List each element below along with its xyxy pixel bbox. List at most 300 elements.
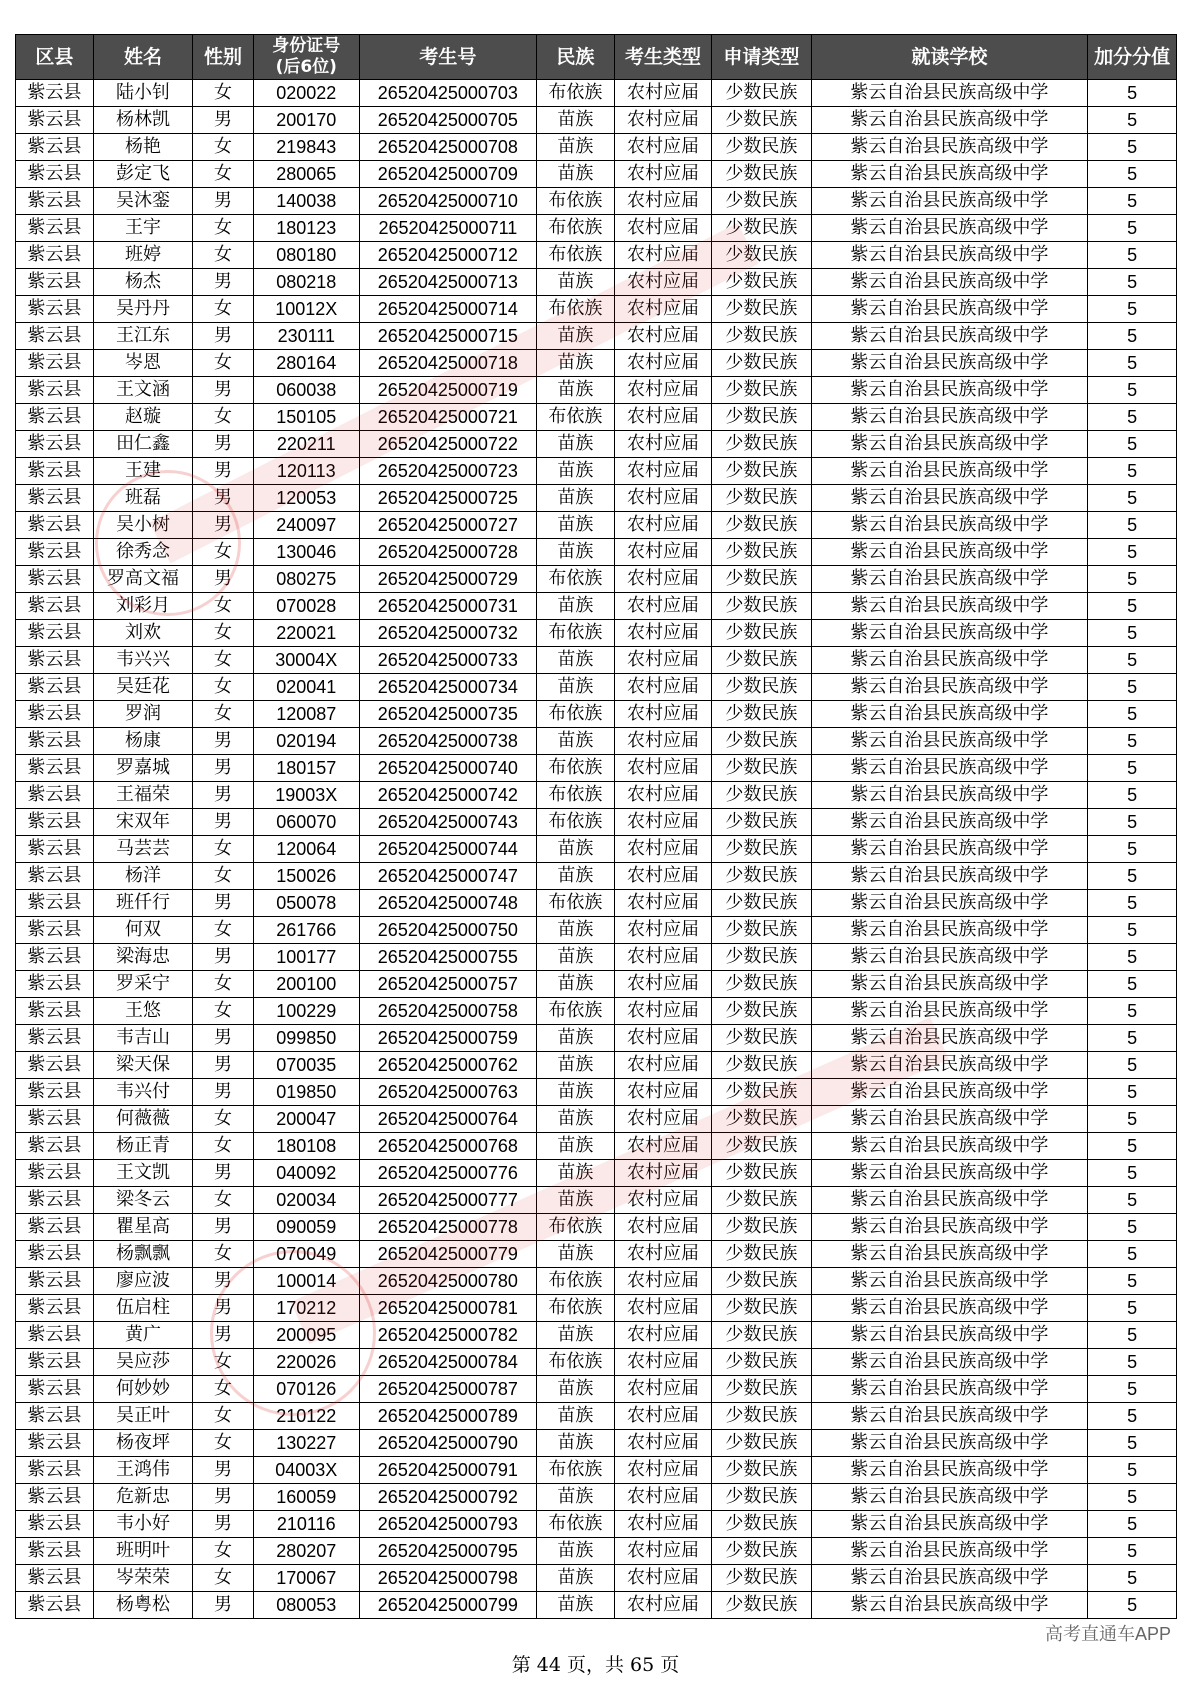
cell-name: 杨飘飘 bbox=[93, 1241, 192, 1268]
cell-bonus-points: 5 bbox=[1088, 566, 1177, 593]
cell-district: 紫云县 bbox=[16, 917, 94, 944]
table-row bbox=[16, 593, 1177, 620]
cell-candidate-type: 农村应届 bbox=[614, 782, 711, 809]
cell-ethnicity: 苗族 bbox=[537, 1376, 615, 1403]
cell-ethnicity: 苗族 bbox=[537, 161, 615, 188]
app-watermark-label: 高考直通车APP bbox=[1044, 1624, 1171, 1644]
cell-bonus-points: 5 bbox=[1088, 1457, 1177, 1484]
cell-ethnicity: 布依族 bbox=[537, 1295, 615, 1322]
cell-district: 紫云县 bbox=[16, 782, 94, 809]
cell-school: 紫云自治县民族高级中学 bbox=[811, 1025, 1088, 1052]
cell-bonus-points: 5 bbox=[1088, 944, 1177, 971]
cell-application-type: 少数民族 bbox=[712, 1241, 811, 1268]
cell-exam-number: 26520425000762 bbox=[359, 1052, 536, 1079]
cell-candidate-type: 农村应届 bbox=[614, 1160, 711, 1187]
cell-name: 徐秀念 bbox=[93, 539, 192, 566]
table-row bbox=[16, 1322, 1177, 1349]
header-gender: 性别 bbox=[193, 35, 254, 80]
cell-gender: 男 bbox=[193, 566, 254, 593]
table-row bbox=[16, 161, 1177, 188]
cell-candidate-type: 农村应届 bbox=[614, 1565, 711, 1592]
table-row bbox=[16, 512, 1177, 539]
cell-district: 紫云县 bbox=[16, 431, 94, 458]
cell-candidate-type: 农村应届 bbox=[614, 1079, 711, 1106]
cell-name: 刘欢 bbox=[93, 620, 192, 647]
cell-district: 紫云县 bbox=[16, 998, 94, 1025]
cell-application-type: 少数民族 bbox=[712, 242, 811, 269]
table-row bbox=[16, 755, 1177, 782]
cell-ethnicity: 苗族 bbox=[537, 1052, 615, 1079]
cell-exam-number: 26520425000740 bbox=[359, 755, 536, 782]
cell-ethnicity: 布依族 bbox=[537, 809, 615, 836]
cell-bonus-points: 5 bbox=[1088, 809, 1177, 836]
table-row bbox=[16, 728, 1177, 755]
cell-id-suffix: 099850 bbox=[253, 1025, 359, 1052]
cell-candidate-type: 农村应届 bbox=[614, 674, 711, 701]
cell-gender: 女 bbox=[193, 1349, 254, 1376]
cell-district: 紫云县 bbox=[16, 836, 94, 863]
cell-school: 紫云自治县民族高级中学 bbox=[811, 998, 1088, 1025]
cell-name: 王宇 bbox=[93, 215, 192, 242]
cell-exam-number: 26520425000779 bbox=[359, 1241, 536, 1268]
cell-school: 紫云自治县民族高级中学 bbox=[811, 782, 1088, 809]
cell-application-type: 少数民族 bbox=[712, 1214, 811, 1241]
cell-candidate-type: 农村应届 bbox=[614, 1349, 711, 1376]
cell-gender: 男 bbox=[193, 458, 254, 485]
cell-id-suffix: 130227 bbox=[253, 1430, 359, 1457]
cell-school: 紫云自治县民族高级中学 bbox=[811, 1079, 1088, 1106]
cell-district: 紫云县 bbox=[16, 566, 94, 593]
cell-application-type: 少数民族 bbox=[712, 107, 811, 134]
table-header bbox=[16, 35, 1177, 80]
cell-gender: 女 bbox=[193, 1403, 254, 1430]
cell-bonus-points: 5 bbox=[1088, 1538, 1177, 1565]
cell-id-suffix: 220026 bbox=[253, 1349, 359, 1376]
cell-ethnicity: 苗族 bbox=[537, 593, 615, 620]
cell-application-type: 少数民族 bbox=[712, 782, 811, 809]
table-row bbox=[16, 404, 1177, 431]
cell-application-type: 少数民族 bbox=[712, 944, 811, 971]
cell-district: 紫云县 bbox=[16, 755, 94, 782]
cell-application-type: 少数民族 bbox=[712, 1106, 811, 1133]
cell-ethnicity: 布依族 bbox=[537, 620, 615, 647]
table-row bbox=[16, 539, 1177, 566]
cell-gender: 女 bbox=[193, 1376, 254, 1403]
cell-school: 紫云自治县民族高级中学 bbox=[811, 323, 1088, 350]
cell-district: 紫云县 bbox=[16, 404, 94, 431]
cell-bonus-points: 5 bbox=[1088, 1349, 1177, 1376]
cell-name: 吴沐銮 bbox=[93, 188, 192, 215]
cell-candidate-type: 农村应届 bbox=[614, 1403, 711, 1430]
cell-gender: 男 bbox=[193, 1592, 254, 1619]
cell-candidate-type: 农村应届 bbox=[614, 458, 711, 485]
cell-application-type: 少数民族 bbox=[712, 593, 811, 620]
cell-district: 紫云县 bbox=[16, 620, 94, 647]
cell-id-suffix: 080053 bbox=[253, 1592, 359, 1619]
table-row bbox=[16, 1025, 1177, 1052]
cell-candidate-type: 农村应届 bbox=[614, 566, 711, 593]
cell-ethnicity: 布依族 bbox=[537, 1511, 615, 1538]
cell-ethnicity: 苗族 bbox=[537, 1430, 615, 1457]
cell-school: 紫云自治县民族高级中学 bbox=[811, 539, 1088, 566]
cell-ethnicity: 苗族 bbox=[537, 1484, 615, 1511]
cell-school: 紫云自治县民族高级中学 bbox=[811, 620, 1088, 647]
cell-candidate-type: 农村应届 bbox=[614, 539, 711, 566]
cell-bonus-points: 5 bbox=[1088, 755, 1177, 782]
cell-gender: 男 bbox=[193, 1160, 254, 1187]
cell-application-type: 少数民族 bbox=[712, 1376, 811, 1403]
cell-name: 王福荣 bbox=[93, 782, 192, 809]
cell-bonus-points: 5 bbox=[1088, 593, 1177, 620]
cell-ethnicity: 苗族 bbox=[537, 431, 615, 458]
cell-id-suffix: 120064 bbox=[253, 836, 359, 863]
cell-id-suffix: 060070 bbox=[253, 809, 359, 836]
cell-id-suffix: 080218 bbox=[253, 269, 359, 296]
cell-application-type: 少数民族 bbox=[712, 188, 811, 215]
cell-district: 紫云县 bbox=[16, 728, 94, 755]
cell-exam-number: 26520425000793 bbox=[359, 1511, 536, 1538]
table-row bbox=[16, 134, 1177, 161]
cell-gender: 男 bbox=[193, 107, 254, 134]
cell-candidate-type: 农村应届 bbox=[614, 1538, 711, 1565]
cell-school: 紫云自治县民族高级中学 bbox=[811, 1403, 1088, 1430]
cell-gender: 女 bbox=[193, 296, 254, 323]
cell-name: 杨艳 bbox=[93, 134, 192, 161]
cell-bonus-points: 5 bbox=[1088, 1241, 1177, 1268]
cell-id-suffix: 220021 bbox=[253, 620, 359, 647]
cell-candidate-type: 农村应届 bbox=[614, 1430, 711, 1457]
cell-school: 紫云自治县民族高级中学 bbox=[811, 485, 1088, 512]
cell-application-type: 少数民族 bbox=[712, 404, 811, 431]
cell-application-type: 少数民族 bbox=[712, 863, 811, 890]
cell-school: 紫云自治县民族高级中学 bbox=[811, 1565, 1088, 1592]
cell-ethnicity: 苗族 bbox=[537, 323, 615, 350]
cell-application-type: 少数民族 bbox=[712, 809, 811, 836]
header-id-note: (后6位) bbox=[275, 57, 337, 77]
cell-name: 班仟行 bbox=[93, 890, 192, 917]
cell-bonus-points: 5 bbox=[1088, 296, 1177, 323]
cell-ethnicity: 布依族 bbox=[537, 404, 615, 431]
cell-school: 紫云自治县民族高级中学 bbox=[811, 1106, 1088, 1133]
cell-bonus-points: 5 bbox=[1088, 1376, 1177, 1403]
cell-gender: 男 bbox=[193, 1484, 254, 1511]
cell-id-suffix: 020022 bbox=[253, 80, 359, 107]
cell-candidate-type: 农村应届 bbox=[614, 1457, 711, 1484]
cell-id-suffix: 200100 bbox=[253, 971, 359, 998]
cell-school: 紫云自治县民族高级中学 bbox=[811, 350, 1088, 377]
cell-ethnicity: 布依族 bbox=[537, 566, 615, 593]
cell-name: 杨杰 bbox=[93, 269, 192, 296]
cell-ethnicity: 布依族 bbox=[537, 755, 615, 782]
cell-district: 紫云县 bbox=[16, 1187, 94, 1214]
cell-application-type: 少数民族 bbox=[712, 1295, 811, 1322]
cell-exam-number: 26520425000712 bbox=[359, 242, 536, 269]
cell-application-type: 少数民族 bbox=[712, 1349, 811, 1376]
table-row bbox=[16, 323, 1177, 350]
cell-gender: 男 bbox=[193, 188, 254, 215]
cell-exam-number: 26520425000790 bbox=[359, 1430, 536, 1457]
cell-district: 紫云县 bbox=[16, 1322, 94, 1349]
cell-candidate-type: 农村应届 bbox=[614, 1106, 711, 1133]
cell-ethnicity: 布依族 bbox=[537, 1268, 615, 1295]
cell-candidate-type: 农村应届 bbox=[614, 1295, 711, 1322]
cell-application-type: 少数民族 bbox=[712, 431, 811, 458]
table-row bbox=[16, 188, 1177, 215]
cell-district: 紫云县 bbox=[16, 1079, 94, 1106]
cell-gender: 男 bbox=[193, 512, 254, 539]
cell-exam-number: 26520425000728 bbox=[359, 539, 536, 566]
cell-candidate-type: 农村应届 bbox=[614, 242, 711, 269]
table-row bbox=[16, 998, 1177, 1025]
cell-exam-number: 26520425000755 bbox=[359, 944, 536, 971]
cell-gender: 男 bbox=[193, 1295, 254, 1322]
cell-id-suffix: 19003X bbox=[253, 782, 359, 809]
cell-candidate-type: 农村应届 bbox=[614, 863, 711, 890]
cell-id-suffix: 180108 bbox=[253, 1133, 359, 1160]
cell-gender: 女 bbox=[193, 971, 254, 998]
cell-ethnicity: 苗族 bbox=[537, 917, 615, 944]
cell-bonus-points: 5 bbox=[1088, 863, 1177, 890]
cell-district: 紫云县 bbox=[16, 971, 94, 998]
cell-bonus-points: 5 bbox=[1088, 1592, 1177, 1619]
cell-district: 紫云县 bbox=[16, 1241, 94, 1268]
cell-school: 紫云自治县民族高级中学 bbox=[811, 971, 1088, 998]
table-row bbox=[16, 944, 1177, 971]
cell-district: 紫云县 bbox=[16, 1511, 94, 1538]
cell-application-type: 少数民族 bbox=[712, 998, 811, 1025]
cell-bonus-points: 5 bbox=[1088, 485, 1177, 512]
cell-application-type: 少数民族 bbox=[712, 674, 811, 701]
cell-bonus-points: 5 bbox=[1088, 269, 1177, 296]
cell-application-type: 少数民族 bbox=[712, 1592, 811, 1619]
cell-district: 紫云县 bbox=[16, 161, 94, 188]
cell-id-suffix: 210116 bbox=[253, 1511, 359, 1538]
cell-ethnicity: 布依族 bbox=[537, 1457, 615, 1484]
cell-candidate-type: 农村应届 bbox=[614, 1241, 711, 1268]
cell-bonus-points: 5 bbox=[1088, 161, 1177, 188]
cell-id-suffix: 170212 bbox=[253, 1295, 359, 1322]
cell-name: 杨夜坪 bbox=[93, 1430, 192, 1457]
cell-gender: 男 bbox=[193, 1214, 254, 1241]
cell-bonus-points: 5 bbox=[1088, 350, 1177, 377]
cell-district: 紫云县 bbox=[16, 593, 94, 620]
cell-gender: 女 bbox=[193, 539, 254, 566]
cell-district: 紫云县 bbox=[16, 1106, 94, 1133]
cell-bonus-points: 5 bbox=[1088, 458, 1177, 485]
cell-bonus-points: 5 bbox=[1088, 431, 1177, 458]
table-row bbox=[16, 458, 1177, 485]
cell-bonus-points: 5 bbox=[1088, 1079, 1177, 1106]
table-row bbox=[16, 1592, 1177, 1619]
cell-school: 紫云自治县民族高级中学 bbox=[811, 1457, 1088, 1484]
cell-name: 何妙妙 bbox=[93, 1376, 192, 1403]
cell-district: 紫云县 bbox=[16, 1160, 94, 1187]
cell-school: 紫云自治县民族高级中学 bbox=[811, 1214, 1088, 1241]
cell-candidate-type: 农村应届 bbox=[614, 1511, 711, 1538]
cell-gender: 女 bbox=[193, 350, 254, 377]
cell-id-suffix: 100229 bbox=[253, 998, 359, 1025]
cell-candidate-type: 农村应届 bbox=[614, 593, 711, 620]
cell-gender: 女 bbox=[193, 134, 254, 161]
cell-name: 赵璇 bbox=[93, 404, 192, 431]
cell-name: 班明叶 bbox=[93, 1538, 192, 1565]
cell-bonus-points: 5 bbox=[1088, 512, 1177, 539]
cell-bonus-points: 5 bbox=[1088, 647, 1177, 674]
cell-ethnicity: 布依族 bbox=[537, 890, 615, 917]
cell-name: 廖应波 bbox=[93, 1268, 192, 1295]
cell-name: 岑恩 bbox=[93, 350, 192, 377]
cell-school: 紫云自治县民族高级中学 bbox=[811, 1295, 1088, 1322]
cell-bonus-points: 5 bbox=[1088, 1403, 1177, 1430]
cell-gender: 女 bbox=[193, 863, 254, 890]
cell-id-suffix: 30004X bbox=[253, 647, 359, 674]
cell-district: 紫云县 bbox=[16, 1457, 94, 1484]
cell-exam-number: 26520425000787 bbox=[359, 1376, 536, 1403]
cell-bonus-points: 5 bbox=[1088, 971, 1177, 998]
cell-bonus-points: 5 bbox=[1088, 188, 1177, 215]
table-row bbox=[16, 377, 1177, 404]
cell-id-suffix: 020034 bbox=[253, 1187, 359, 1214]
table-body bbox=[16, 80, 1177, 1619]
cell-school: 紫云自治县民族高级中学 bbox=[811, 1484, 1088, 1511]
cell-name: 王悠 bbox=[93, 998, 192, 1025]
cell-name: 王江东 bbox=[93, 323, 192, 350]
cell-school: 紫云自治县民族高级中学 bbox=[811, 701, 1088, 728]
cell-id-suffix: 200170 bbox=[253, 107, 359, 134]
cell-gender: 女 bbox=[193, 1187, 254, 1214]
cell-school: 紫云自治县民族高级中学 bbox=[811, 917, 1088, 944]
cell-bonus-points: 5 bbox=[1088, 377, 1177, 404]
cell-application-type: 少数民族 bbox=[712, 161, 811, 188]
cell-ethnicity: 布依族 bbox=[537, 782, 615, 809]
table-row bbox=[16, 80, 1177, 107]
cell-gender: 女 bbox=[193, 80, 254, 107]
cell-bonus-points: 5 bbox=[1088, 1430, 1177, 1457]
cell-school: 紫云自治县民族高级中学 bbox=[811, 1376, 1088, 1403]
cell-district: 紫云县 bbox=[16, 350, 94, 377]
cell-application-type: 少数民族 bbox=[712, 620, 811, 647]
cell-ethnicity: 布依族 bbox=[537, 296, 615, 323]
cell-school: 紫云自治县民族高级中学 bbox=[811, 296, 1088, 323]
table-row bbox=[16, 1457, 1177, 1484]
cell-id-suffix: 070049 bbox=[253, 1241, 359, 1268]
cell-candidate-type: 农村应届 bbox=[614, 485, 711, 512]
table-row bbox=[16, 1160, 1177, 1187]
cell-application-type: 少数民族 bbox=[712, 215, 811, 242]
cell-district: 紫云县 bbox=[16, 1268, 94, 1295]
cell-id-suffix: 070028 bbox=[253, 593, 359, 620]
cell-name: 吴小树 bbox=[93, 512, 192, 539]
cell-exam-number: 26520425000731 bbox=[359, 593, 536, 620]
cell-candidate-type: 农村应届 bbox=[614, 944, 711, 971]
cell-application-type: 少数民族 bbox=[712, 971, 811, 998]
cell-ethnicity: 苗族 bbox=[537, 377, 615, 404]
cell-school: 紫云自治县民族高级中学 bbox=[811, 674, 1088, 701]
cell-gender: 女 bbox=[193, 647, 254, 674]
cell-application-type: 少数民族 bbox=[712, 728, 811, 755]
cell-candidate-type: 农村应届 bbox=[614, 647, 711, 674]
cell-candidate-type: 农村应届 bbox=[614, 350, 711, 377]
cell-district: 紫云县 bbox=[16, 890, 94, 917]
cell-name: 梁海忠 bbox=[93, 944, 192, 971]
cell-name: 杨粤松 bbox=[93, 1592, 192, 1619]
cell-exam-number: 26520425000784 bbox=[359, 1349, 536, 1376]
table-row bbox=[16, 836, 1177, 863]
cell-exam-number: 26520425000718 bbox=[359, 350, 536, 377]
cell-district: 紫云县 bbox=[16, 1025, 94, 1052]
cell-name: 王建 bbox=[93, 458, 192, 485]
cell-gender: 女 bbox=[193, 1241, 254, 1268]
table-row bbox=[16, 809, 1177, 836]
cell-candidate-type: 农村应届 bbox=[614, 755, 711, 782]
cell-school: 紫云自治县民族高级中学 bbox=[811, 593, 1088, 620]
cell-candidate-type: 农村应届 bbox=[614, 377, 711, 404]
cell-bonus-points: 5 bbox=[1088, 1214, 1177, 1241]
cell-exam-number: 26520425000782 bbox=[359, 1322, 536, 1349]
cell-bonus-points: 5 bbox=[1088, 620, 1177, 647]
cell-id-suffix: 130046 bbox=[253, 539, 359, 566]
cell-candidate-type: 农村应届 bbox=[614, 188, 711, 215]
cell-exam-number: 26520425000747 bbox=[359, 863, 536, 890]
cell-bonus-points: 5 bbox=[1088, 1187, 1177, 1214]
cell-gender: 男 bbox=[193, 1025, 254, 1052]
cell-district: 紫云县 bbox=[16, 1214, 94, 1241]
cell-candidate-type: 农村应届 bbox=[614, 215, 711, 242]
page-footer: 第 44 页，共 65 页 bbox=[511, 1654, 680, 1676]
cell-name: 马芸芸 bbox=[93, 836, 192, 863]
cell-gender: 女 bbox=[193, 404, 254, 431]
cell-bonus-points: 5 bbox=[1088, 701, 1177, 728]
cell-id-suffix: 200095 bbox=[253, 1322, 359, 1349]
cell-application-type: 少数民族 bbox=[712, 1187, 811, 1214]
cell-name: 罗高文福 bbox=[93, 566, 192, 593]
table-row bbox=[16, 647, 1177, 674]
cell-candidate-type: 农村应届 bbox=[614, 917, 711, 944]
cell-exam-number: 26520425000723 bbox=[359, 458, 536, 485]
cell-gender: 男 bbox=[193, 1268, 254, 1295]
table-row bbox=[16, 1349, 1177, 1376]
cell-district: 紫云县 bbox=[16, 1430, 94, 1457]
cell-school: 紫云自治县民族高级中学 bbox=[811, 809, 1088, 836]
cell-bonus-points: 5 bbox=[1088, 404, 1177, 431]
cell-ethnicity: 苗族 bbox=[537, 1187, 615, 1214]
cell-name: 韦兴兴 bbox=[93, 647, 192, 674]
cell-id-suffix: 040092 bbox=[253, 1160, 359, 1187]
cell-id-suffix: 050078 bbox=[253, 890, 359, 917]
header-exam-number: 考生号 bbox=[359, 35, 536, 80]
table-row bbox=[16, 1241, 1177, 1268]
cell-exam-number: 26520425000795 bbox=[359, 1538, 536, 1565]
cell-ethnicity: 苗族 bbox=[537, 674, 615, 701]
cell-school: 紫云自治县民族高级中学 bbox=[811, 215, 1088, 242]
cell-ethnicity: 苗族 bbox=[537, 836, 615, 863]
cell-bonus-points: 5 bbox=[1088, 782, 1177, 809]
cell-district: 紫云县 bbox=[16, 674, 94, 701]
cell-candidate-type: 农村应届 bbox=[614, 1133, 711, 1160]
cell-exam-number: 26520425000711 bbox=[359, 215, 536, 242]
table-row bbox=[16, 1376, 1177, 1403]
cell-id-suffix: 230111 bbox=[253, 323, 359, 350]
cell-bonus-points: 5 bbox=[1088, 1268, 1177, 1295]
cell-id-suffix: 170067 bbox=[253, 1565, 359, 1592]
cell-name: 岑荣荣 bbox=[93, 1565, 192, 1592]
cell-candidate-type: 农村应届 bbox=[614, 1268, 711, 1295]
cell-gender: 女 bbox=[193, 917, 254, 944]
table-row bbox=[16, 350, 1177, 377]
cell-candidate-type: 农村应届 bbox=[614, 296, 711, 323]
cell-candidate-type: 农村应届 bbox=[614, 1376, 711, 1403]
cell-exam-number: 26520425000708 bbox=[359, 134, 536, 161]
